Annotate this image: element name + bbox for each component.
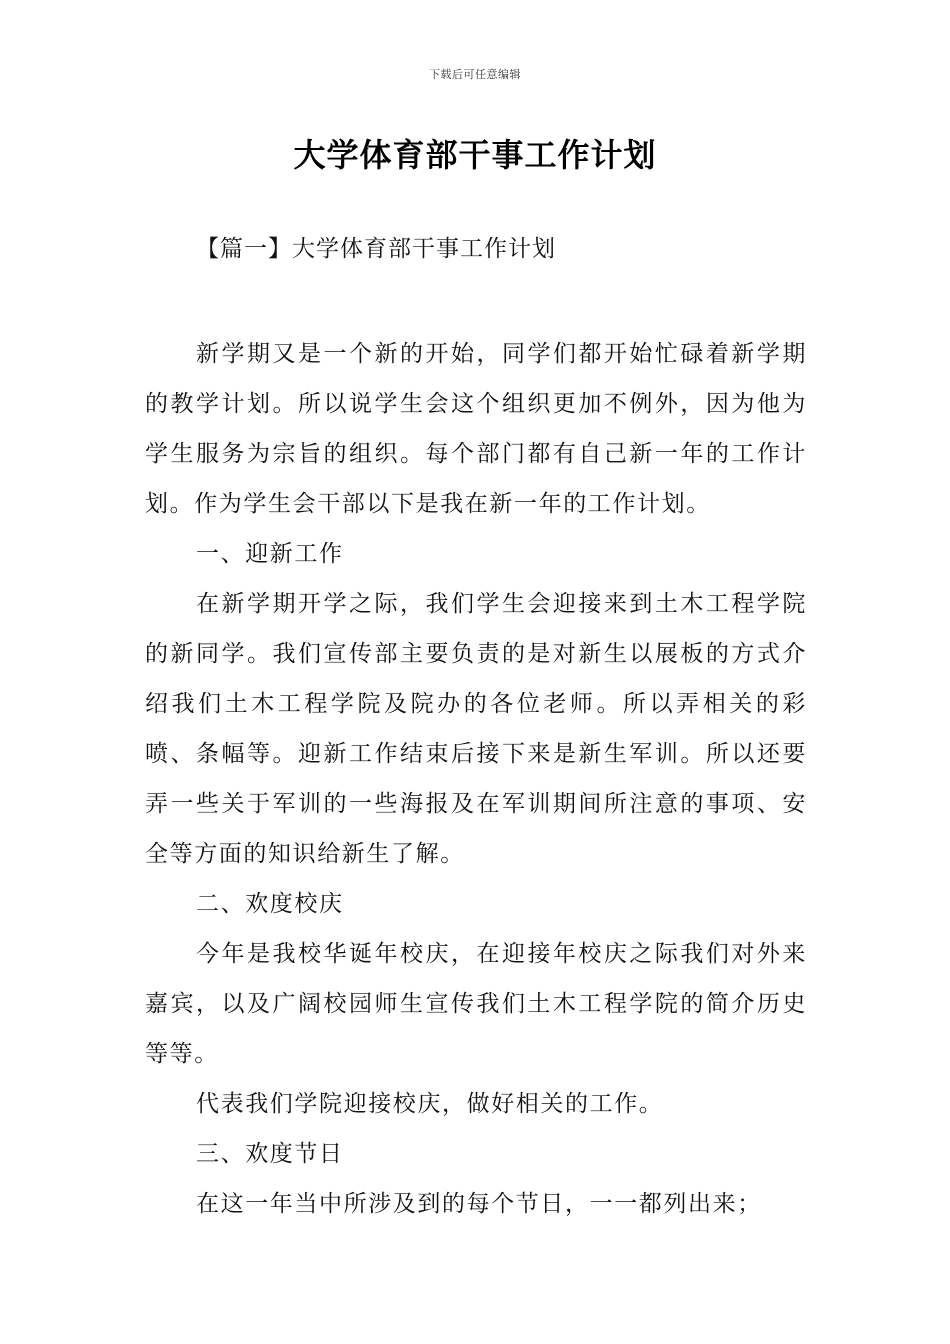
subheading-orientation: 一、迎新工作 bbox=[196, 541, 344, 567]
subheading-holidays: 三、欢度节日 bbox=[196, 1141, 344, 1167]
paragraph-holidays: 在这一年当中所涉及到的每个节日，一一都列出来； bbox=[196, 1191, 762, 1217]
document-title: 大学体育部干事工作计划 bbox=[293, 136, 657, 174]
paragraph-orientation: 在新学期开学之际，我们学生会迎接来到土木工程学院的新同学。我们宣传部主要负责的是对新生以展板的方式介绍我们土木工程学院及院办的各位老师。所以弄相关的彩喷、条幅等。迎新工作结束后接下来是新生军训。所以还要弄一些关于军训的一些海报及在军训期间所注意的事项、安全等方面的知识给新生了解。 bbox=[145, 591, 807, 867]
header-note: 下载后可任意编辑 bbox=[429, 68, 521, 81]
document-body bbox=[145, 329, 807, 1229]
subheading-anniversary: 二、欢度校庆 bbox=[196, 891, 344, 917]
section-heading: 【篇一】大学体育部干事工作计划 bbox=[196, 236, 556, 262]
paragraph-anniversary: 今年是我校华诞年校庆，在迎接年校庆之际我们对外来嘉宾，以及广阔校园师生宣传我们土木工程学院的简介历史等等。 bbox=[145, 941, 807, 1067]
paragraph-intro: 新学期又是一个新的开始，同学们都开始忙碌着新学期的教学计划。所以说学生会这个组织更加不例外，因为他为学生服务为宗旨的组织。每个部门都有自己新一年的工作计划。作为学生会干部以下是我在新一年的工作计划。 bbox=[145, 341, 807, 517]
paragraph-anniversary-duty: 代表我们学院迎接校庆，做好相关的工作。 bbox=[196, 1091, 664, 1117]
